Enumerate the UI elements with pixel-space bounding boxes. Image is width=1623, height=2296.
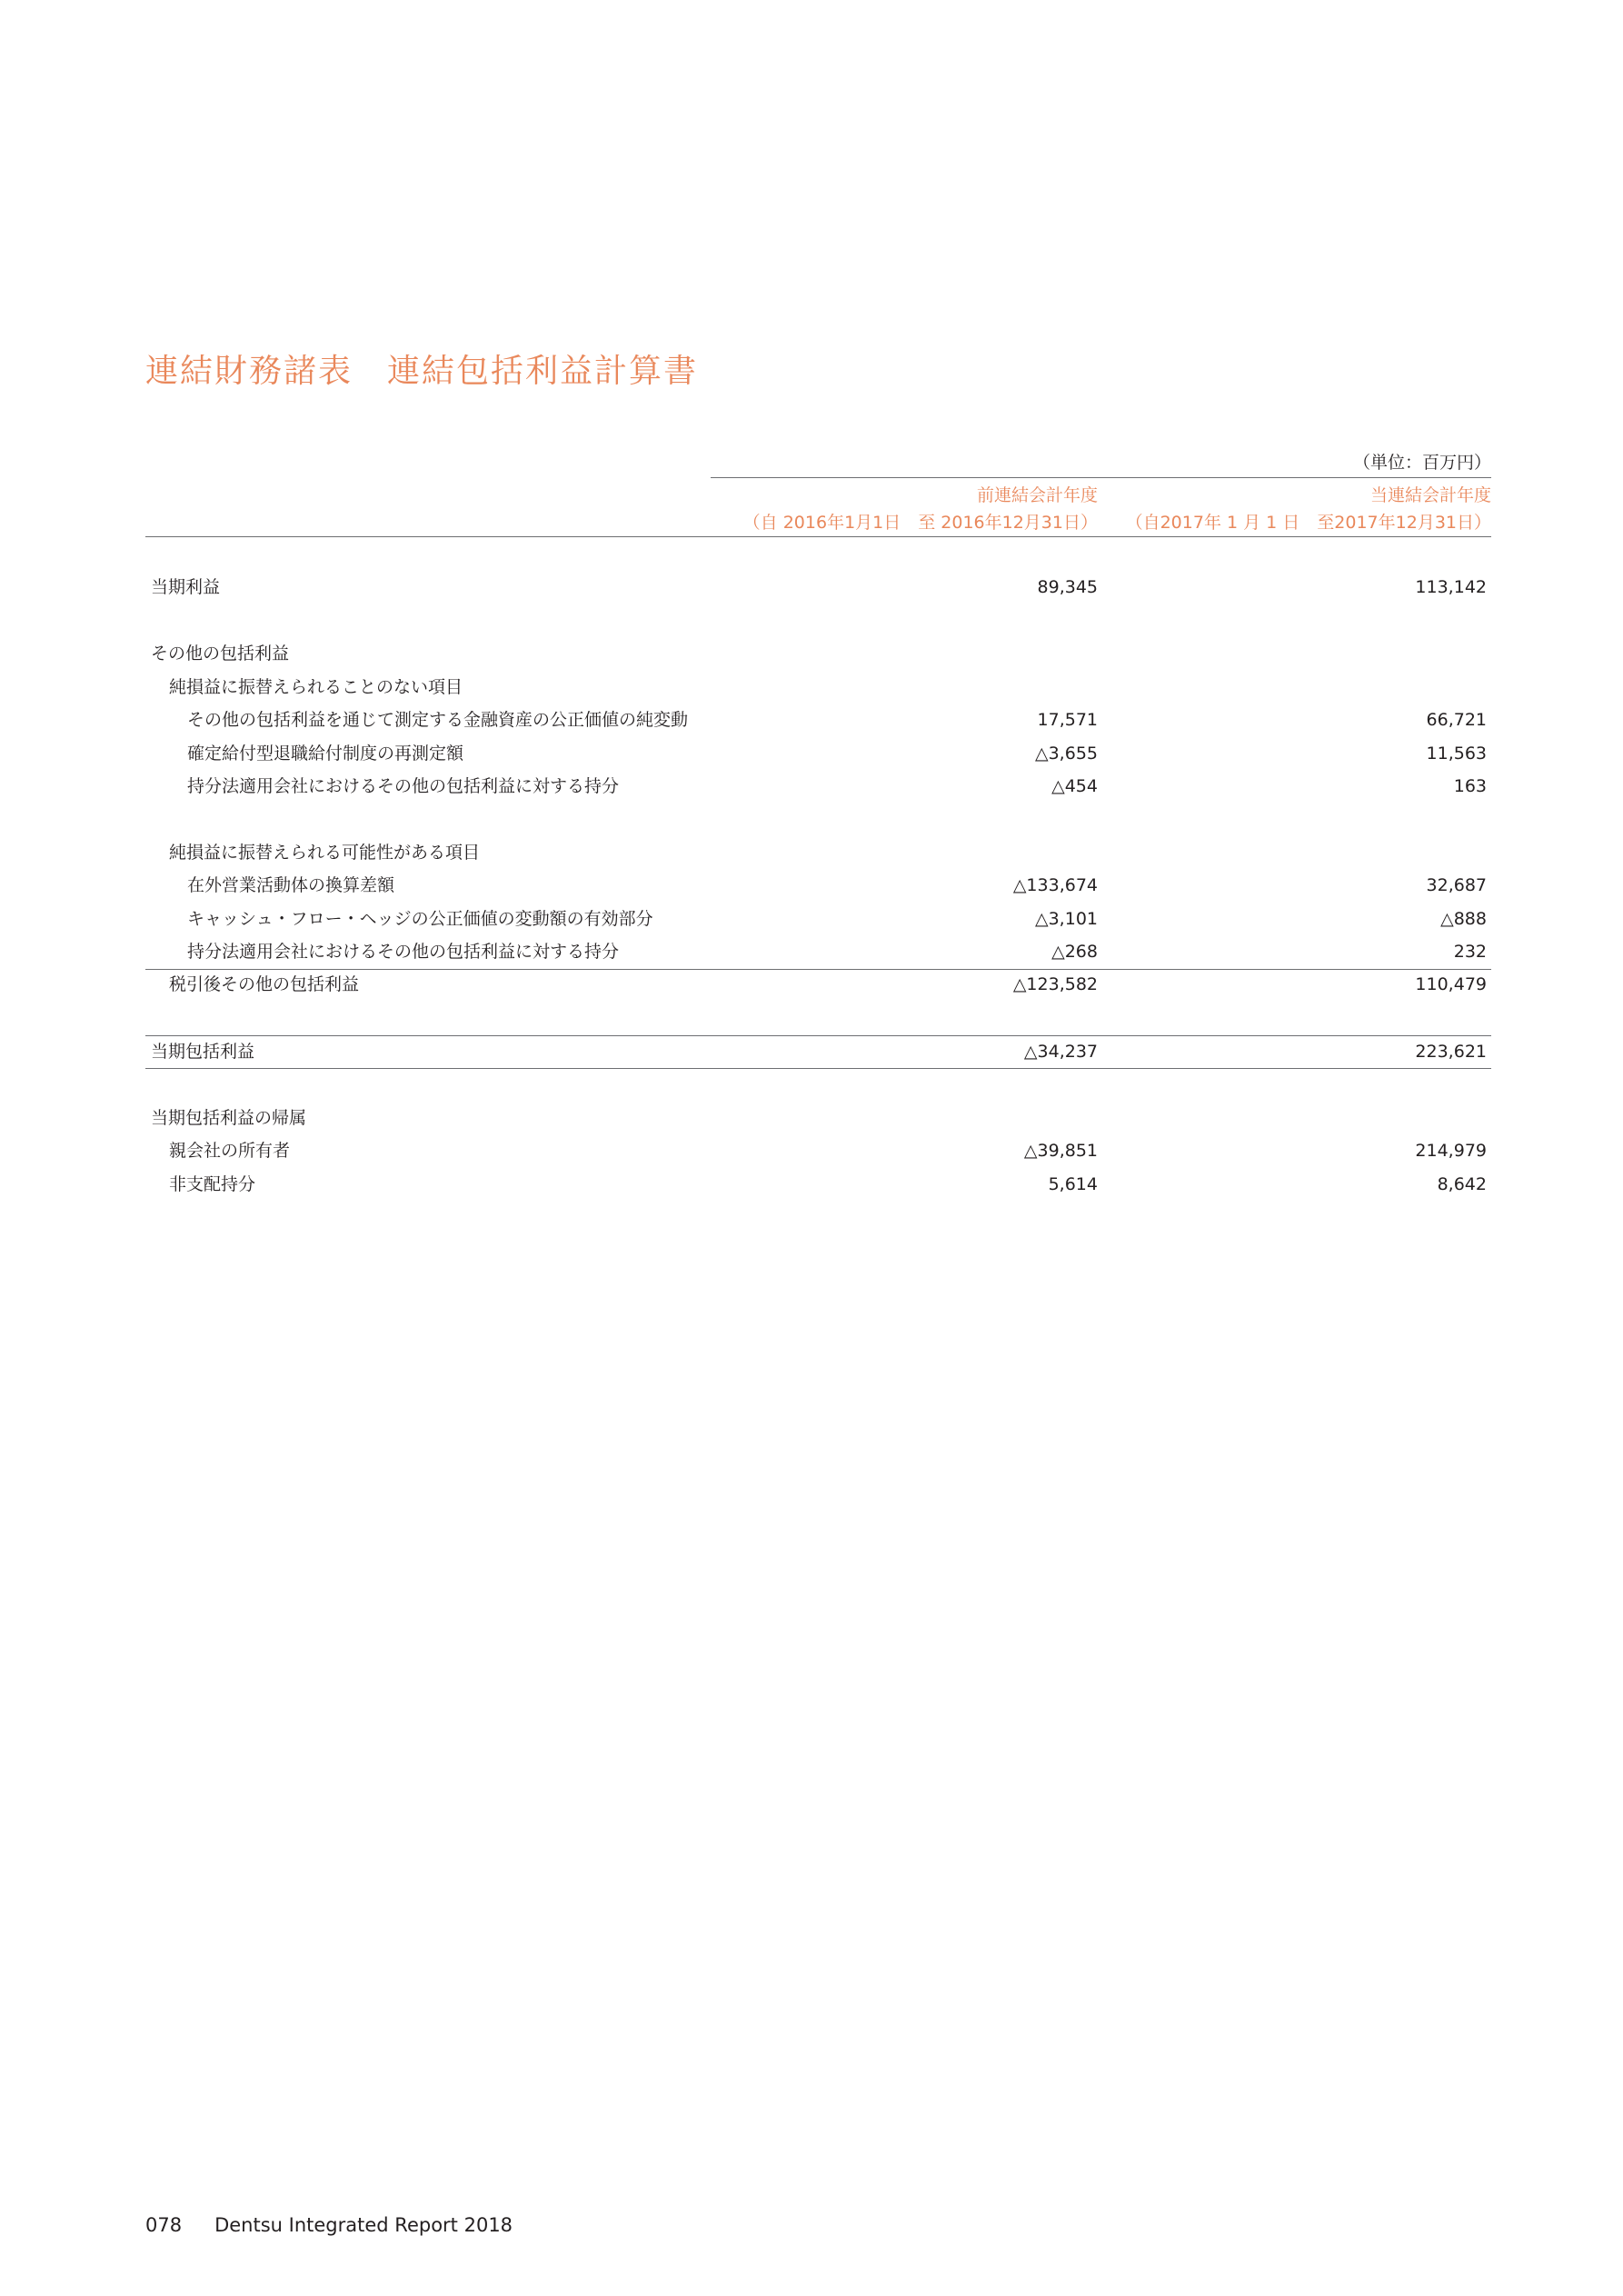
row-label: 税引後その他の包括利益 bbox=[169, 974, 360, 994]
row-value-curr: 66,721 bbox=[1426, 710, 1487, 730]
row-value-curr: 163 bbox=[1453, 776, 1487, 796]
row-value-prev: △123,582 bbox=[1012, 974, 1098, 994]
total-rule-top bbox=[145, 1035, 1491, 1036]
page-footer bbox=[145, 2214, 513, 2236]
row-label: 当期利益 bbox=[151, 577, 221, 597]
row-value-curr: 110,479 bbox=[1415, 974, 1487, 994]
row-label: 純損益に振替えられる可能性がある項目 bbox=[169, 843, 481, 863]
total-rule-bottom bbox=[145, 1068, 1491, 1069]
row-value-curr: 11,563 bbox=[1426, 744, 1487, 764]
table-row bbox=[145, 838, 1491, 867]
row-value-prev: △3,655 bbox=[1034, 744, 1098, 764]
table-row bbox=[145, 970, 1491, 999]
table-row bbox=[145, 639, 1491, 668]
row-value-curr: 113,142 bbox=[1415, 577, 1487, 597]
row-label: 非支配持分 bbox=[169, 1174, 256, 1194]
row-label: 親会社の所有者 bbox=[169, 1141, 291, 1161]
column-header-curr-label: 当連結会計年度 bbox=[1369, 485, 1491, 505]
row-value-prev: △454 bbox=[1051, 776, 1098, 796]
table-row bbox=[145, 1037, 1491, 1066]
row-value-prev: △3,101 bbox=[1034, 909, 1098, 929]
row-value-curr: 232 bbox=[1453, 942, 1487, 962]
table-row bbox=[145, 673, 1491, 702]
table-row bbox=[145, 1103, 1491, 1133]
row-value-prev: △133,674 bbox=[1012, 875, 1098, 895]
unit-label: （単位：百万円） bbox=[1352, 453, 1491, 473]
footer-report-name: Dentsu Integrated Report 2018 bbox=[214, 2214, 513, 2236]
table-row bbox=[145, 739, 1491, 768]
row-label: 当期包括利益 bbox=[151, 1042, 255, 1062]
row-value-curr: 214,979 bbox=[1415, 1141, 1487, 1161]
table-row bbox=[145, 705, 1491, 734]
table-row bbox=[145, 871, 1491, 900]
column-header-bottom-rule bbox=[145, 536, 1491, 537]
table-row bbox=[145, 1170, 1491, 1199]
row-label: 持分法適用会社におけるその他の包括利益に対する持分 bbox=[187, 942, 620, 962]
row-label: 当期包括利益の帰属 bbox=[151, 1108, 307, 1128]
row-value-prev: △34,237 bbox=[1023, 1042, 1098, 1062]
row-label: その他の包括利益 bbox=[151, 644, 290, 664]
column-header-prev-period: （自 2016年1月1日 至 2016年12月31日） bbox=[742, 513, 1098, 533]
row-value-prev: △39,851 bbox=[1023, 1141, 1098, 1161]
row-value-prev: △268 bbox=[1051, 942, 1098, 962]
row-label: 確定給付型退職給付制度の再測定額 bbox=[187, 744, 464, 764]
row-value-prev: 5,614 bbox=[1048, 1174, 1098, 1194]
column-header-prev bbox=[743, 482, 1098, 536]
column-header-prev-label: 前連結会計年度 bbox=[976, 485, 1098, 505]
row-value-curr: △888 bbox=[1440, 909, 1487, 929]
row-label: キャッシュ・フロー・ヘッジの公正価値の変動額の有効部分 bbox=[187, 909, 653, 929]
page-title: 連結財務諸表 連結包括利益計算書 bbox=[145, 353, 699, 390]
row-label: 持分法適用会社におけるその他の包括利益に対する持分 bbox=[187, 776, 620, 796]
row-value-prev: 17,571 bbox=[1037, 710, 1098, 730]
table-row bbox=[145, 573, 1491, 602]
column-header-top-rule bbox=[711, 477, 1491, 478]
row-label: 在外営業活動体の換算差額 bbox=[187, 875, 395, 895]
table-row bbox=[145, 904, 1491, 933]
row-value-curr: 32,687 bbox=[1426, 875, 1487, 895]
column-header-curr bbox=[1126, 482, 1491, 536]
row-value-prev: 89,345 bbox=[1037, 577, 1098, 597]
page-number: 078 bbox=[145, 2214, 183, 2236]
table-row bbox=[145, 937, 1491, 966]
table-row bbox=[145, 772, 1491, 801]
column-header-curr-period: （自2017年 1 月 1 日 至2017年12月31日） bbox=[1125, 513, 1491, 533]
row-label: 純損益に振替えられることのない項目 bbox=[169, 677, 463, 697]
table-row bbox=[145, 1136, 1491, 1165]
row-value-curr: 223,621 bbox=[1415, 1042, 1487, 1062]
row-label: その他の包括利益を通じて測定する金融資産の公正価値の純変動 bbox=[187, 710, 689, 730]
row-value-curr: 8,642 bbox=[1437, 1174, 1487, 1194]
